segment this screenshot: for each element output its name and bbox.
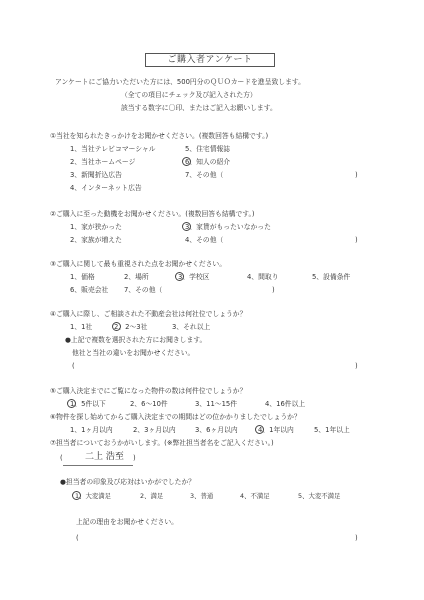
q7-name-close: ) [133,454,136,462]
q6-option-2[interactable]: 2、3ヶ月以内 [133,426,176,434]
q4-option-1[interactable]: 1、1社 [70,323,93,331]
q7-question: ⑦担当者についておうかがいします。(※弊社担当者名をご記入ください。) [50,439,274,447]
q6-option-3[interactable]: 3、6ヶ月以内 [195,426,238,434]
q1-option-5[interactable]: 5、住宅情報誌 [185,145,231,153]
q7-name-open: ( [60,454,63,462]
q7-reason-paren-close: ) [355,534,358,542]
q2-option-4[interactable]: 4、その他（ [185,236,224,244]
q5-option-1[interactable]: 1、5件以下 [70,400,106,408]
q7-option-5[interactable]: 5、大変不満足 [298,492,341,500]
intro-line-1: アンケートにご協力いただいた方には、500円分のＱＵＯカードを進呈致します。 [55,78,305,86]
q1-option-3[interactable]: 3、新聞折込広告 [70,171,122,179]
q2-option-4-close: ) [355,236,358,244]
q3-option-3[interactable]: 3、学校区 [178,273,210,281]
q3-option-2[interactable]: 2、場所 [124,273,149,281]
q7-sub-question: ●担当者の印象及び応対はいかがでしたか？ [60,478,196,486]
q7-reason-paren-open: ( [76,534,79,542]
q4-option-2[interactable]: 2、2～3社 [114,323,148,331]
q5-question: ⑤ご購入決定までにご覧になった物件の数は何件位でしょうか？ [50,387,247,395]
q1-option-7-close: ) [355,171,358,179]
q1-option-4[interactable]: 4、インターネット広告 [70,184,142,192]
q3-option-4[interactable]: 4、間取り [247,273,279,281]
q4-paren-open: ( [72,362,75,370]
q4-note-2: 他社と当社の違いをお聞かせください。 [72,349,195,357]
q1-option-2[interactable]: 2、当社ホームページ [70,158,136,166]
q6-option-1[interactable]: 1、1ヶ月以内 [70,426,113,434]
q1-option-6[interactable]: 6、知人の紹介 [185,158,231,166]
q7-option-2[interactable]: 2、満足 [140,492,164,500]
q6-question: ⑥物件を探し始めてからご購入決定までの期間はどの位かかりましたでしょうか？ [50,413,301,421]
q7-name-underline [63,465,133,466]
q3-option-7-close: ) [272,286,275,294]
q2-option-1[interactable]: 1、家が狭かった [70,223,122,231]
q3-option-1[interactable]: 1、価格 [70,273,95,281]
q2-question: ②ご購入に至った動機をお聞かせください。(複数回答も結構です。) [50,210,255,218]
q3-option-5[interactable]: 5、設備条件 [312,273,351,281]
title-box [145,53,275,67]
q3-question: ③ご購入に関して最も重視された点をお聞かせください。 [50,260,227,268]
q1-question: ①当社を知られたきっかけをお聞かせください。(複数回答も結構です。) [50,132,269,140]
q5-option-2[interactable]: 2、6～10件 [130,400,168,408]
q7-staff-name[interactable]: 二上 浩至 [85,452,124,462]
page-title: ご購入者アンケート [167,55,253,65]
q3-option-6[interactable]: 6、販売会社 [70,286,109,294]
q7-reason-prompt: 上記の理由をお聞かせください。 [76,518,178,526]
q2-option-2[interactable]: 2、家族が増えた [70,236,122,244]
q6-option-5[interactable]: 5、1年以上 [314,426,350,434]
q7-option-4[interactable]: 4、不満足 [240,492,270,500]
q1-option-7[interactable]: 7、その他（ [185,171,224,179]
q3-option-7[interactable]: 7、その他（ [124,286,163,294]
q7-option-1[interactable]: 1、大変満足 [75,492,112,500]
q5-option-3[interactable]: 3、11～15件 [195,400,238,408]
q4-paren-close: ) [355,362,358,370]
q4-note-1: ●上記で複数を選択された方にお聞きします。 [65,336,207,344]
intro-line-2: （全ての項目にチェック及び記入された方） [121,91,257,99]
q1-option-1[interactable]: 1、当社テレビコマーシャル [70,145,156,153]
q6-option-4[interactable]: 4、1年以内 [258,426,294,434]
q4-question: ④ご購入に際し、ご相談された不動産会社は何社位でしょうか？ [50,310,247,318]
q4-option-3[interactable]: 3、それ以上 [172,323,211,331]
q5-option-4[interactable]: 4、16件以上 [265,400,306,408]
intro-line-3: 該当する数字に〇印、またはご記入お願いします。 [121,104,277,112]
q7-option-3[interactable]: 3、普通 [190,492,214,500]
q2-option-3[interactable]: 3、家賃がもったいなかった [185,223,271,231]
